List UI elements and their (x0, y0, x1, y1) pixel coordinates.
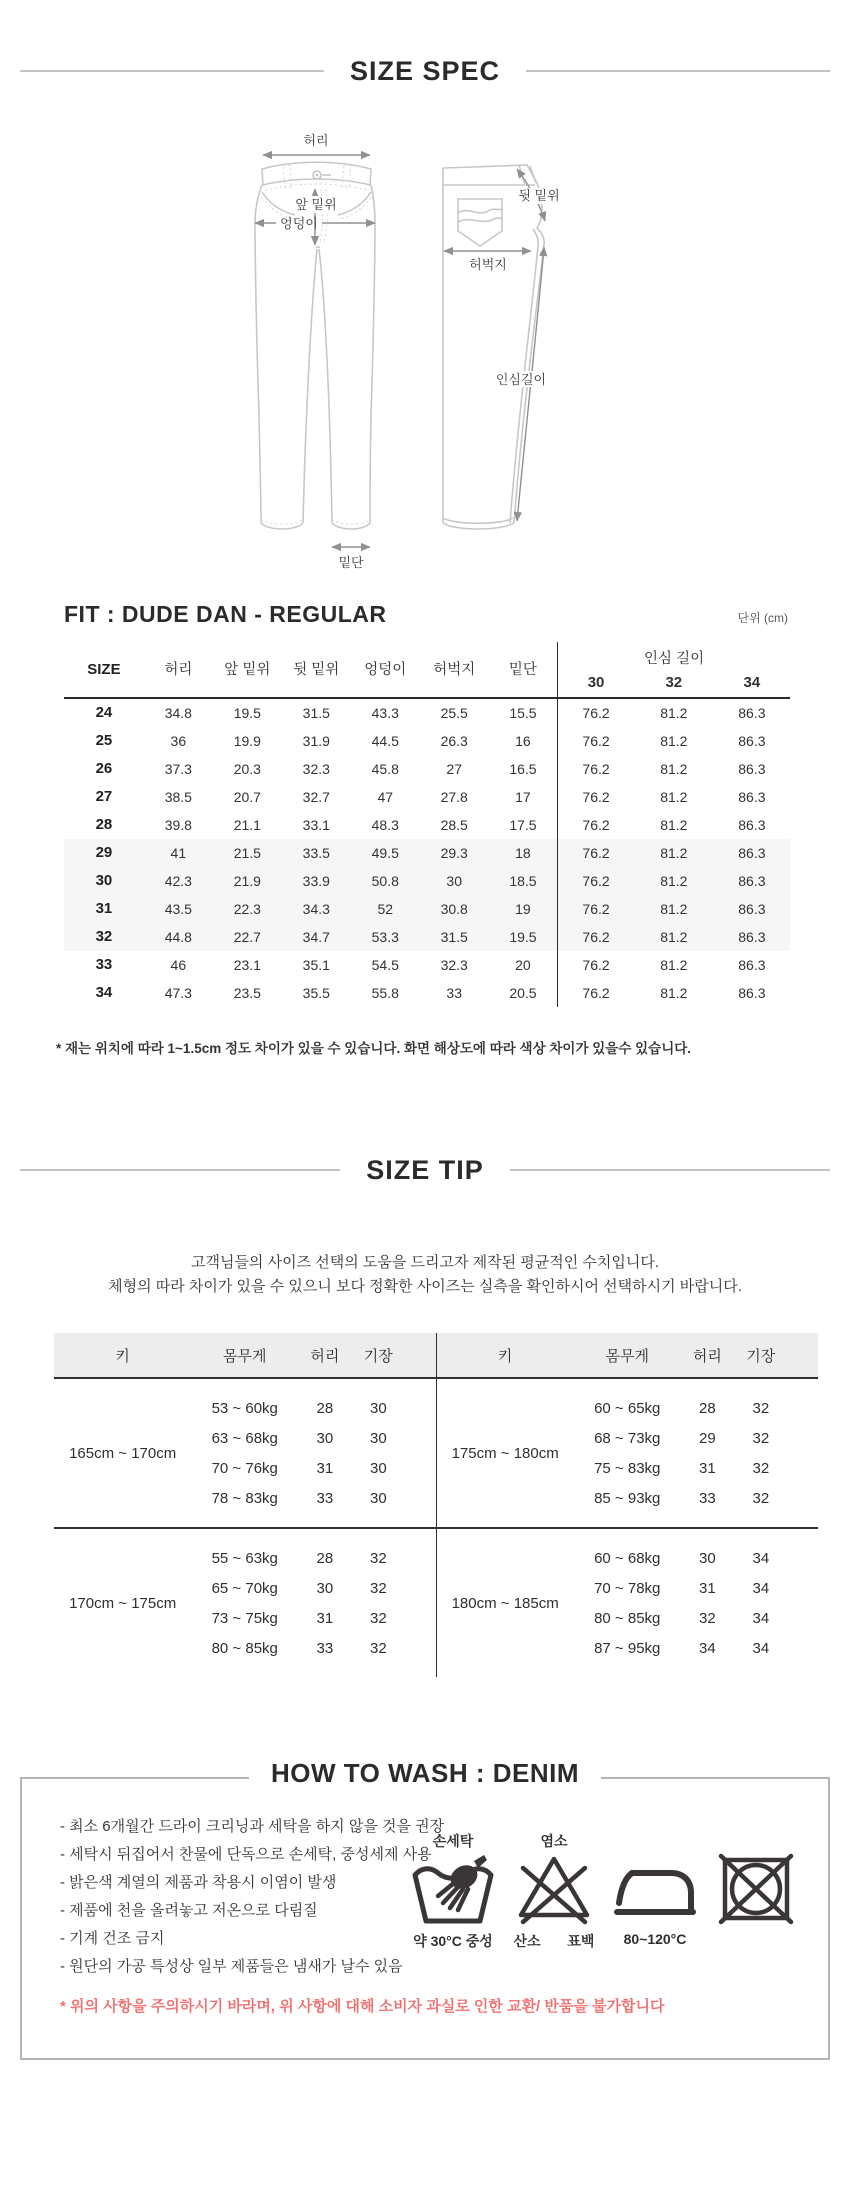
tip-row: 85 ~ 93kg 33 32 (594, 1489, 770, 1507)
tip-row: 80 ~ 85kg 33 32 (211, 1639, 387, 1657)
tip-col-weight: 몸무게 (605, 1347, 649, 1365)
height-range: 170cm ~ 175cm (69, 1594, 177, 1612)
tip-row: 60 ~ 68kg 30 34 (594, 1549, 770, 1567)
tip-row: 87 ~ 95kg 34 34 (594, 1639, 770, 1657)
bleach-label-top: 염소 (540, 1833, 568, 1849)
size-table-row: 24 34.8 19.5 31.5 43.3 25.5 15.5 76.2 81.2 86.3 (64, 698, 790, 727)
height-range: 165cm ~ 170cm (69, 1444, 177, 1462)
iron-item (611, 1831, 699, 1951)
bleach-label-bottom (514, 1931, 595, 1951)
label-thigh: 허벅지 (469, 257, 507, 272)
tip-group-165-170 (54, 1379, 437, 1527)
tip-row: 78 ~ 83kg 33 30 (211, 1489, 387, 1507)
tip-row: 53 ~ 60kg 28 30 (211, 1399, 387, 1417)
label-hip: 엉덩이 (280, 216, 318, 231)
label-inseam: 인심길이 (495, 372, 547, 387)
size-tip-desc-line-2: 체형의 따라 차이가 있을 수 있으니 보다 정확한 사이즈는 실측을 확인하시어 선택하시기 바랍니다. (108, 1278, 742, 1295)
unit-label: 단위 (cm) (737, 611, 788, 625)
label-back-rise: 뒷 밑위 (518, 188, 560, 203)
tip-row: 75 ~ 83kg 31 32 (594, 1459, 770, 1477)
wash-note: - 세탁시 뒤집어서 찬물에 단독으로 손세탁, 중성세제 사용 (60, 1846, 432, 1863)
dryclean-item (712, 1831, 800, 1951)
wash-warning: * 위의 사항을 주의하시기 바라며, 위 사항에 대해 소비자 과실로 인한 교환/ 반품을 불가합니다 (60, 1998, 665, 2015)
size-table-row: 34 47.3 23.5 35.5 55.8 33 20.5 76.2 81.2 86.3 (64, 979, 790, 1007)
tip-row: 70 ~ 78kg 31 34 (594, 1579, 770, 1597)
iron-label-bottom: 80~120°C (623, 1931, 687, 1947)
tip-row: 55 ~ 63kg 28 32 (211, 1549, 387, 1567)
iron-icon (613, 1851, 697, 1925)
wash-note: - 원단의 가공 특성상 일부 제품들은 냄새가 날수 있음 (60, 1958, 403, 1975)
tip-col-waist: 허리 (310, 1347, 340, 1365)
tip-col-waist: 허리 (692, 1347, 722, 1365)
col-header-thigh: 허벅지 (420, 642, 489, 698)
tip-block-2 (54, 1527, 818, 1677)
tip-row: 65 ~ 70kg 30 32 (211, 1579, 387, 1597)
pants-measurement-diagram (0, 95, 850, 577)
size-table-row: 30 42.3 21.9 33.9 50.8 30 18.5 76.2 81.2 86.3 (64, 867, 790, 895)
col-header-hip: 엉덩이 (351, 642, 420, 698)
size-spec-table (64, 642, 790, 1007)
tip-row: 68 ~ 73kg 29 32 (594, 1429, 770, 1447)
size-table-footnote: * 재는 위치에 따라 1~1.5cm 정도 차이가 있을 수 있습니다. 화면 해상도에 따라 색상 차이가 있을수 있습니다. (56, 1041, 692, 1056)
tip-col-height: 키 (115, 1347, 130, 1365)
tip-row: 63 ~ 68kg 30 30 (211, 1429, 387, 1447)
tip-header-right (437, 1333, 819, 1377)
size-table-row: 28 39.8 21.1 33.1 48.3 28.5 17.5 76.2 81.2 86.3 (64, 811, 790, 839)
care-icons (409, 1831, 800, 1951)
wash-note: - 최소 6개월간 드라이 크리닝과 세탁을 하지 않을 것을 권장 (60, 1818, 445, 1835)
no-bleach-icon (514, 1851, 594, 1925)
bleach-item (510, 1831, 598, 1951)
height-range: 175cm ~ 180cm (451, 1444, 559, 1462)
size-table-row: 25 36 19.9 31.9 44.5 26.3 16 76.2 81.2 86.3 (64, 727, 790, 755)
size-table-row: 31 43.5 22.3 34.3 52 30.8 19 76.2 81.2 86.3 (64, 895, 790, 923)
tip-col-weight: 몸무게 (222, 1347, 267, 1365)
handwash-label-top: 손세탁 (432, 1833, 474, 1849)
tip-row: 73 ~ 75kg 31 32 (211, 1609, 387, 1627)
tip-row: 80 ~ 85kg 32 34 (594, 1609, 770, 1627)
pants-back-diagram (443, 165, 547, 529)
size-table-row: 27 38.5 20.7 32.7 47 27.8 17 76.2 81.2 86.3 (64, 783, 790, 811)
label-waist: 허리 (303, 133, 329, 148)
col-header-hem: 밑단 (489, 642, 558, 698)
label-hem: 밑단 (338, 555, 364, 570)
header-line-left (20, 70, 324, 72)
fit-title: FIT : DUDE DAN - REGULAR (64, 601, 387, 627)
col-header-inseam-32: 32 (634, 673, 714, 698)
tip-block-1 (54, 1379, 818, 1527)
size-spec-title: SIZE SPEC (349, 56, 501, 86)
size-tip-header (0, 1151, 850, 1189)
label-front-rise: 앞 밑위 (295, 197, 337, 212)
size-spec-header (0, 52, 850, 90)
height-range: 180cm ~ 185cm (451, 1594, 559, 1612)
header-line-right (510, 1169, 830, 1171)
tip-group-175-180 (437, 1379, 819, 1527)
size-table-row: 29 41 21.5 33.5 49.5 29.3 18 76.2 81.2 86.3 (64, 839, 790, 867)
col-header-front-rise: 앞 밑위 (213, 642, 282, 698)
wash-note: - 제품에 천을 올려놓고 저온으로 다림질 (60, 1902, 318, 1919)
handwash-label-bottom: 약 30°C 중성 (413, 1933, 493, 1949)
how-to-wash-title: HOW TO WASH : DENIM (22, 1758, 828, 1789)
tip-row: 60 ~ 65kg 28 32 (594, 1399, 770, 1417)
col-group-inseam: 인심 길이 (558, 642, 790, 673)
size-table-row: 26 37.3 20.3 32.3 45.8 27 16.5 76.2 81.2 86.3 (64, 755, 790, 783)
col-header-back-rise: 뒷 밑위 (282, 642, 351, 698)
bleach-label-oxygen: 산소 (513, 1933, 541, 1949)
tip-col-length: 기장 (363, 1347, 393, 1365)
wash-note: - 밝은색 계열의 제품과 착용시 이염이 발생 (60, 1874, 337, 1891)
no-dry-clean-icon (716, 1851, 796, 1925)
how-to-wash-box (20, 1758, 830, 2060)
tip-row: 70 ~ 76kg 31 30 (211, 1459, 387, 1477)
size-table-row: 32 44.8 22.7 34.7 53.3 31.5 19.5 76.2 81.2 86.3 (64, 923, 790, 951)
col-header-waist: 허리 (144, 642, 213, 698)
tip-group-180-185 (437, 1529, 819, 1677)
tip-group-170-175 (54, 1529, 437, 1677)
size-tip-desc-line-1: 고객님들의 사이즈 선택의 도움을 드리고자 제작된 평균적인 수치입니다. (190, 1254, 660, 1271)
header-line-right (526, 70, 830, 72)
size-table-row: 33 46 23.1 35.1 54.5 32.3 20 76.2 81.2 86.3 (64, 951, 790, 979)
size-tip-description (0, 1251, 850, 1299)
header-line-left (20, 1169, 340, 1171)
tip-header-left (54, 1333, 437, 1377)
size-tip-title: SIZE TIP (366, 1155, 484, 1185)
tip-col-height: 키 (497, 1347, 513, 1365)
handwash-item (409, 1831, 497, 1951)
size-tip-table-header (54, 1333, 818, 1379)
col-header-inseam-34: 34 (714, 673, 790, 698)
tip-col-length: 기장 (746, 1347, 776, 1365)
col-header-size: SIZE (64, 642, 144, 698)
fit-heading-row (64, 601, 788, 628)
bleach-label-bleach: 표백 (567, 1933, 595, 1949)
handwash-icon (412, 1851, 494, 1925)
wash-note: - 기계 건조 금지 (60, 1930, 165, 1947)
col-header-inseam-30: 30 (558, 673, 634, 698)
size-tip-table (54, 1333, 818, 1677)
